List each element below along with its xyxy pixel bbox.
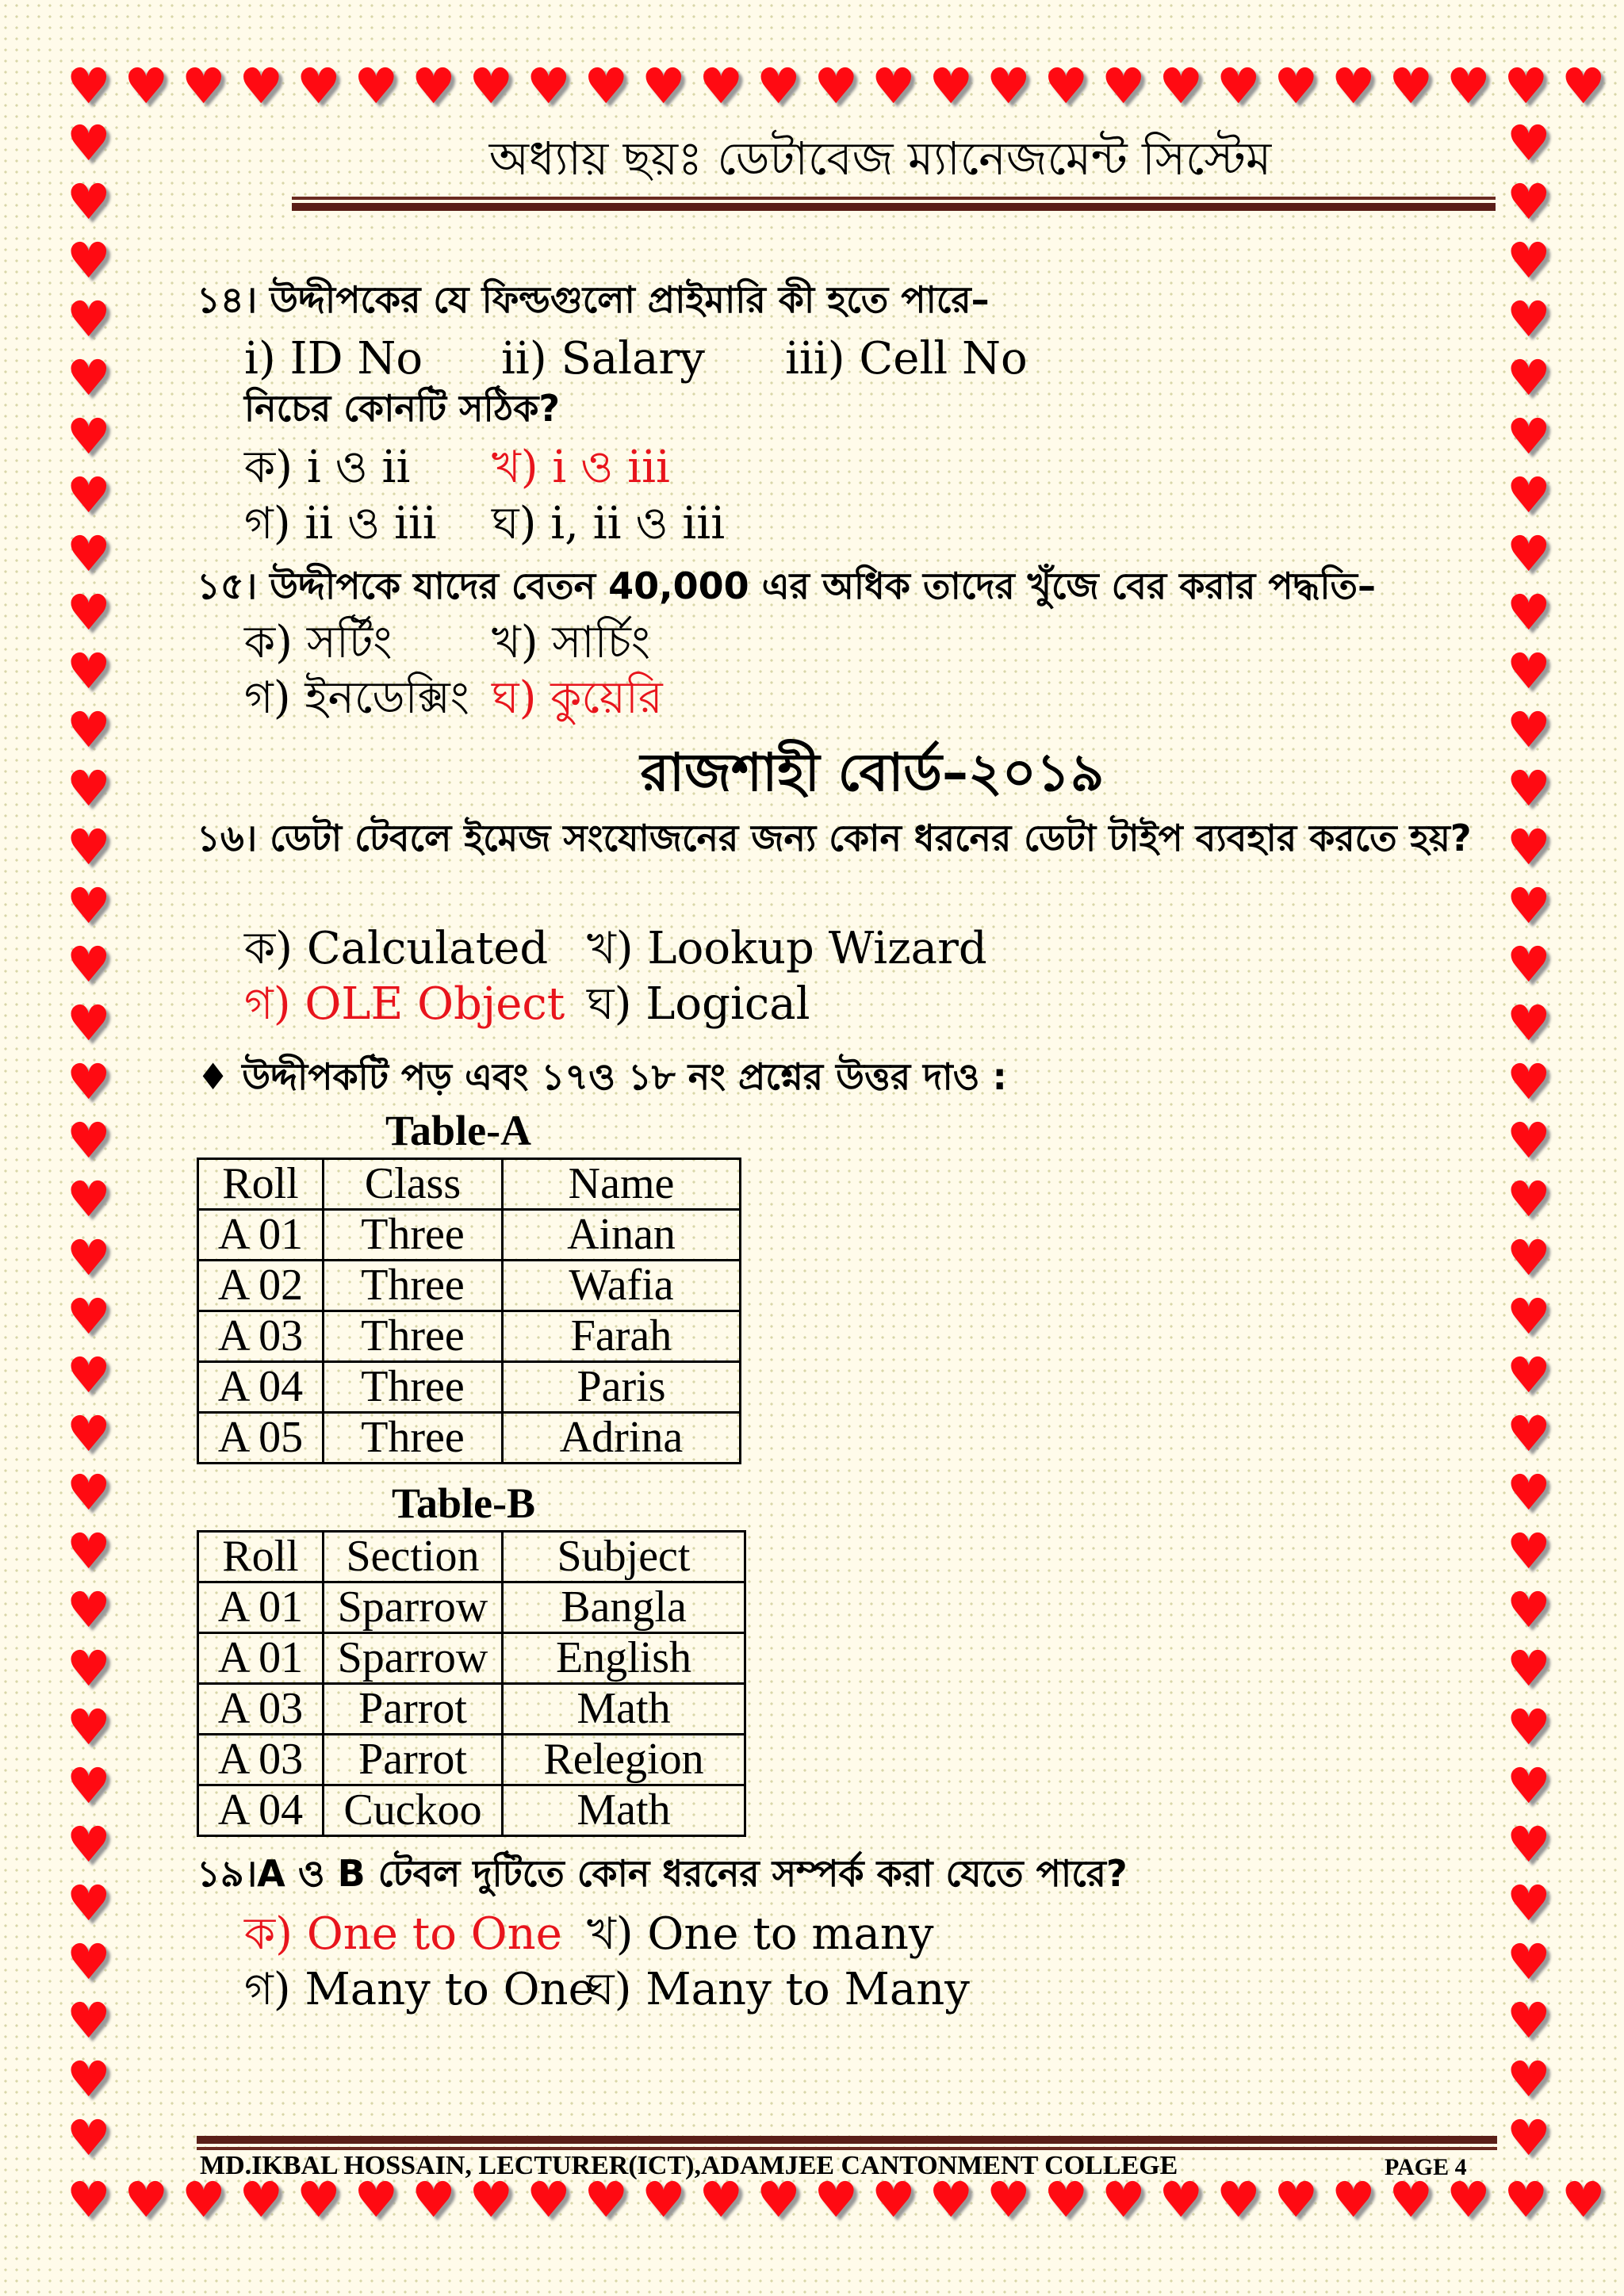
heart-icon: ♥ xyxy=(67,57,111,115)
heart-icon: ♥ xyxy=(986,2171,1031,2229)
q16-option-ga-correct: গ) OLE Object xyxy=(244,978,565,1030)
heart-icon: ♥ xyxy=(1507,1874,1551,1932)
table-b-row xyxy=(198,1582,745,1633)
heart-icon: ♥ xyxy=(1507,1112,1551,1169)
heart-icon: ♥ xyxy=(67,1522,111,1580)
heart-icon: ♥ xyxy=(1507,877,1551,935)
heart-border-bottom xyxy=(0,2171,1624,2239)
heart-icon: ♥ xyxy=(67,760,111,817)
q16-option-ka: ক) Calculated xyxy=(244,923,549,974)
heart-icon: ♥ xyxy=(1101,57,1146,115)
table-b-cell: Parrot xyxy=(324,1684,503,1735)
heart-icon: ♥ xyxy=(1507,114,1551,172)
heart-icon: ♥ xyxy=(1503,57,1549,115)
header-rule xyxy=(292,197,1496,200)
heart-icon: ♥ xyxy=(1507,349,1551,407)
heart-icon: ♥ xyxy=(67,1874,111,1932)
table-b-row xyxy=(198,1684,745,1735)
heart-icon: ♥ xyxy=(67,1112,111,1169)
q15-option-kha: খ) সার্চিং xyxy=(492,617,651,668)
heart-icon: ♥ xyxy=(1507,1698,1551,1756)
heart-icon: ♥ xyxy=(67,525,111,583)
heart-icon: ♥ xyxy=(239,2171,284,2229)
heart-icon: ♥ xyxy=(1507,232,1551,289)
heart-icon: ♥ xyxy=(67,701,111,759)
table-b xyxy=(197,1530,746,1837)
heart-icon: ♥ xyxy=(182,57,226,115)
q19-option-gha: ঘ) Many to Many xyxy=(587,1964,970,2015)
heart-icon: ♥ xyxy=(1507,1757,1551,1815)
table-a-row xyxy=(198,1261,741,1311)
heart-icon: ♥ xyxy=(1159,57,1204,115)
heart-icon: ♥ xyxy=(1507,1405,1551,1463)
q15-option-ga: গ) ইনডেক্সিং xyxy=(244,672,469,724)
table-a-cell: A 05 xyxy=(198,1413,324,1464)
heart-icon: ♥ xyxy=(67,408,111,465)
heart-icon: ♥ xyxy=(527,57,571,115)
q14-item-1: i) ID No xyxy=(244,333,423,385)
heart-icon: ♥ xyxy=(67,584,111,641)
heart-icon: ♥ xyxy=(814,57,859,115)
heart-icon: ♥ xyxy=(699,2171,744,2229)
heart-icon: ♥ xyxy=(1507,1229,1551,1287)
table-b-cell: Sparrow xyxy=(324,1582,503,1633)
table-a-cell: Ainan xyxy=(503,1210,741,1261)
table-a-row xyxy=(198,1362,741,1413)
table-a-cell: A 03 xyxy=(198,1311,324,1362)
table-b-cell: Cuckoo xyxy=(324,1785,503,1836)
table-b-cell: A 03 xyxy=(198,1735,324,1785)
heart-icon: ♥ xyxy=(1507,1522,1551,1580)
heart-icon: ♥ xyxy=(67,1464,111,1521)
stimulus-instruction: ♦ উদ্দীপকটি পড় এবং ১৭ও ১৮ নং প্রশ্নের উত্তর দাও : xyxy=(197,1055,1007,1098)
table-b-cell: A 03 xyxy=(198,1684,324,1735)
table-a-cell: A 04 xyxy=(198,1362,324,1413)
q15-option-ka: ক) সর্টিং xyxy=(244,617,393,668)
heart-icon: ♥ xyxy=(67,1757,111,1815)
heart-icon: ♥ xyxy=(1507,994,1551,1052)
heart-icon: ♥ xyxy=(1507,1053,1551,1111)
heart-icon: ♥ xyxy=(297,57,341,115)
q19-option-kha: খ) One to many xyxy=(587,1908,934,1960)
table-a-cell: A 01 xyxy=(198,1210,324,1261)
table-b-cell: A 04 xyxy=(198,1785,324,1836)
heart-icon: ♥ xyxy=(1507,584,1551,641)
heart-icon: ♥ xyxy=(1044,2171,1089,2229)
heart-icon: ♥ xyxy=(1507,2109,1551,2167)
table-b-header-cell: Subject xyxy=(503,1532,745,1582)
table-b-row xyxy=(198,1633,745,1684)
heart-icon: ♥ xyxy=(124,2171,169,2229)
heart-icon: ♥ xyxy=(67,466,111,524)
table-b-cell: Math xyxy=(503,1785,745,1836)
heart-icon: ♥ xyxy=(1101,2171,1146,2229)
heart-icon: ♥ xyxy=(67,290,111,348)
heart-icon: ♥ xyxy=(297,2171,341,2229)
heart-icon: ♥ xyxy=(1446,57,1491,115)
heart-icon: ♥ xyxy=(67,1288,111,1345)
question-15: ১৫। উদ্দীপকে যাদের বেতন 40,000 এর অধিক তাদের খুঁজে বের করার পদ্ধতি– xyxy=(197,564,1377,607)
table-b-cell: Math xyxy=(503,1684,745,1735)
heart-icon: ♥ xyxy=(67,1933,111,1991)
heart-icon: ♥ xyxy=(469,2171,514,2229)
heart-icon: ♥ xyxy=(1503,2171,1549,2229)
question-14: ১৪। উদ্দীপকের যে ফিল্ডগুলো প্রাইমারি কী হতে পারে– xyxy=(197,278,990,321)
heart-icon: ♥ xyxy=(929,57,974,115)
table-a-cell: Paris xyxy=(503,1362,741,1413)
heart-icon: ♥ xyxy=(1507,408,1551,465)
page-number: PAGE 4 xyxy=(1385,2154,1467,2180)
table-b-cell: Bangla xyxy=(503,1582,745,1633)
table-b-header-cell: Roll xyxy=(198,1532,324,1582)
heart-icon: ♥ xyxy=(871,57,916,115)
q14-option-ka: ক) i ও ii xyxy=(244,442,411,493)
chapter-title: অধ্যায় ছয়ঃ ডেটাবেজ ম্যানেজমেন্ট সিস্টেম xyxy=(488,132,1272,186)
heart-icon: ♥ xyxy=(1388,2171,1434,2229)
table-b-cell: Relegion xyxy=(503,1735,745,1785)
table-b-cell: English xyxy=(503,1633,745,1684)
heart-icon: ♥ xyxy=(1507,1816,1551,1873)
heart-icon: ♥ xyxy=(67,936,111,993)
q14-prompt: নিচের কোনটি সঠিক? xyxy=(244,387,561,430)
heart-icon: ♥ xyxy=(124,57,169,115)
heart-icon: ♥ xyxy=(67,2109,111,2167)
heart-icon: ♥ xyxy=(584,57,629,115)
q14-option-gha: ঘ) i, ii ও iii xyxy=(492,498,726,549)
heart-icon: ♥ xyxy=(642,57,686,115)
heart-icon: ♥ xyxy=(67,1405,111,1463)
heart-icon: ♥ xyxy=(412,57,456,115)
heart-icon: ♥ xyxy=(1274,57,1319,115)
table-a-cell: A 02 xyxy=(198,1261,324,1311)
heart-icon: ♥ xyxy=(67,1346,111,1404)
heart-icon: ♥ xyxy=(814,2171,859,2229)
heart-icon: ♥ xyxy=(67,1992,111,2049)
heart-icon: ♥ xyxy=(1507,1346,1551,1404)
heart-icon: ♥ xyxy=(1507,290,1551,348)
heart-icon: ♥ xyxy=(756,2171,801,2229)
table-a-header-cell: Roll xyxy=(198,1159,324,1210)
heart-icon: ♥ xyxy=(67,2171,111,2229)
heart-icon: ♥ xyxy=(1507,1581,1551,1639)
heart-icon: ♥ xyxy=(1044,57,1089,115)
heart-icon: ♥ xyxy=(1331,57,1376,115)
table-a-cell: Adrina xyxy=(503,1413,741,1464)
q14-item-3: iii) Cell No xyxy=(785,333,1028,385)
table-b-row xyxy=(198,1785,745,1836)
heart-icon: ♥ xyxy=(1507,936,1551,993)
header-rule-thick xyxy=(292,203,1496,211)
heart-icon: ♥ xyxy=(1507,466,1551,524)
heart-icon: ♥ xyxy=(67,2050,111,2108)
heart-icon: ♥ xyxy=(67,1640,111,1697)
heart-icon: ♥ xyxy=(1507,2050,1551,2108)
table-a-header-row xyxy=(198,1159,741,1210)
table-a-row xyxy=(198,1311,741,1362)
heart-icon: ♥ xyxy=(67,173,111,231)
q15-option-gha-correct: ঘ) কুয়েরি xyxy=(492,672,663,724)
table-b-row xyxy=(198,1735,745,1785)
heart-icon: ♥ xyxy=(1561,57,1606,115)
heart-icon: ♥ xyxy=(67,349,111,407)
q14-item-2: ii) Salary xyxy=(501,333,705,385)
heart-icon: ♥ xyxy=(1507,1992,1551,2049)
q14-option-ga: গ) ii ও iii xyxy=(244,498,437,549)
heart-border-top xyxy=(0,57,1624,125)
heart-icon: ♥ xyxy=(67,1816,111,1873)
table-b-caption: Table-B xyxy=(392,1479,536,1527)
table-a-row xyxy=(198,1210,741,1261)
heart-icon: ♥ xyxy=(67,114,111,172)
heart-icon: ♥ xyxy=(67,642,111,700)
heart-icon: ♥ xyxy=(1159,2171,1204,2229)
heart-icon: ♥ xyxy=(1388,57,1434,115)
heart-icon: ♥ xyxy=(699,57,744,115)
heart-icon: ♥ xyxy=(469,57,514,115)
table-a-cell: Three xyxy=(324,1362,503,1413)
heart-icon: ♥ xyxy=(1507,1288,1551,1345)
table-b-cell: A 01 xyxy=(198,1582,324,1633)
heart-border-left xyxy=(67,0,130,2296)
table-a-header-cell: Name xyxy=(503,1159,741,1210)
question-19: ১৯।A ও B টেবল দুটিতে কোন ধরনের সম্পর্ক করা যেতে পারে? xyxy=(197,1852,1128,1895)
table-b-cell: A 01 xyxy=(198,1633,324,1684)
heart-icon: ♥ xyxy=(354,2171,399,2229)
heart-icon: ♥ xyxy=(1507,1933,1551,1991)
table-b-header-row xyxy=(198,1532,745,1582)
heart-icon: ♥ xyxy=(642,2171,686,2229)
table-a-cell: Wafia xyxy=(503,1261,741,1311)
q19-option-ga: গ) Many to One xyxy=(244,1964,595,2015)
heart-icon: ♥ xyxy=(67,877,111,935)
heart-icon: ♥ xyxy=(527,2171,571,2229)
table-b-cell: Sparrow xyxy=(324,1633,503,1684)
heart-icon: ♥ xyxy=(67,994,111,1052)
heart-border-right xyxy=(1507,0,1570,2296)
heart-icon: ♥ xyxy=(67,1170,111,1228)
heart-icon: ♥ xyxy=(1507,173,1551,231)
heart-icon: ♥ xyxy=(67,1053,111,1111)
heart-icon: ♥ xyxy=(1507,701,1551,759)
heart-icon: ♥ xyxy=(67,232,111,289)
heart-icon: ♥ xyxy=(756,57,801,115)
table-a-header-cell: Class xyxy=(324,1159,503,1210)
heart-icon: ♥ xyxy=(986,57,1031,115)
table-b-cell: Parrot xyxy=(324,1735,503,1785)
heart-icon: ♥ xyxy=(1507,760,1551,817)
footer-rule-thick xyxy=(197,2136,1497,2144)
q16-option-kha: খ) Lookup Wizard xyxy=(587,923,987,974)
table-a-caption: Table-A xyxy=(385,1107,532,1154)
heart-icon: ♥ xyxy=(1274,2171,1319,2229)
heart-icon: ♥ xyxy=(67,1229,111,1287)
table-a-cell: Three xyxy=(324,1311,503,1362)
heart-icon: ♥ xyxy=(1446,2171,1491,2229)
heart-icon: ♥ xyxy=(1507,1640,1551,1697)
heart-icon: ♥ xyxy=(1507,1170,1551,1228)
table-a-cell: Three xyxy=(324,1261,503,1311)
heart-icon: ♥ xyxy=(929,2171,974,2229)
q19-option-ka-correct: ক) One to One xyxy=(244,1908,562,1960)
q14-option-kha-correct: খ) i ও iii xyxy=(492,442,670,493)
heart-icon: ♥ xyxy=(239,57,284,115)
table-a xyxy=(197,1158,741,1464)
heart-icon: ♥ xyxy=(67,1698,111,1756)
table-a-row xyxy=(198,1413,741,1464)
heart-icon: ♥ xyxy=(1507,525,1551,583)
heart-icon: ♥ xyxy=(1216,2171,1261,2229)
table-b-header-cell: Section xyxy=(324,1532,503,1582)
heart-icon: ♥ xyxy=(67,1581,111,1639)
table-a-cell: Farah xyxy=(503,1311,741,1362)
q16-option-gha: ঘ) Logical xyxy=(587,978,810,1030)
heart-icon: ♥ xyxy=(1331,2171,1376,2229)
question-16: ১৬। ডেটা টেবলে ইমেজ সংযোজনের জন্য কোন ধরনের ডেটা টাইপ ব্যবহার করতে হয়? xyxy=(197,817,1472,859)
heart-icon: ♥ xyxy=(1561,2171,1606,2229)
heart-icon: ♥ xyxy=(354,57,399,115)
footer-credit: MD.IKBAL HOSSAIN, LECTURER(ICT),ADAMJEE CANTONMENT COLLEGE xyxy=(200,2151,1178,2180)
heart-icon: ♥ xyxy=(1507,642,1551,700)
heart-icon: ♥ xyxy=(584,2171,629,2229)
heart-icon: ♥ xyxy=(67,818,111,876)
table-a-cell: Three xyxy=(324,1210,503,1261)
heart-icon: ♥ xyxy=(871,2171,916,2229)
board-section-title: রাজশাহী বোর্ড–২০১৯ xyxy=(640,742,1105,803)
heart-icon: ♥ xyxy=(1216,57,1261,115)
heart-icon: ♥ xyxy=(1507,818,1551,876)
heart-icon: ♥ xyxy=(182,2171,226,2229)
table-a-cell: Three xyxy=(324,1413,503,1464)
heart-icon: ♥ xyxy=(1507,1464,1551,1521)
heart-icon: ♥ xyxy=(412,2171,456,2229)
